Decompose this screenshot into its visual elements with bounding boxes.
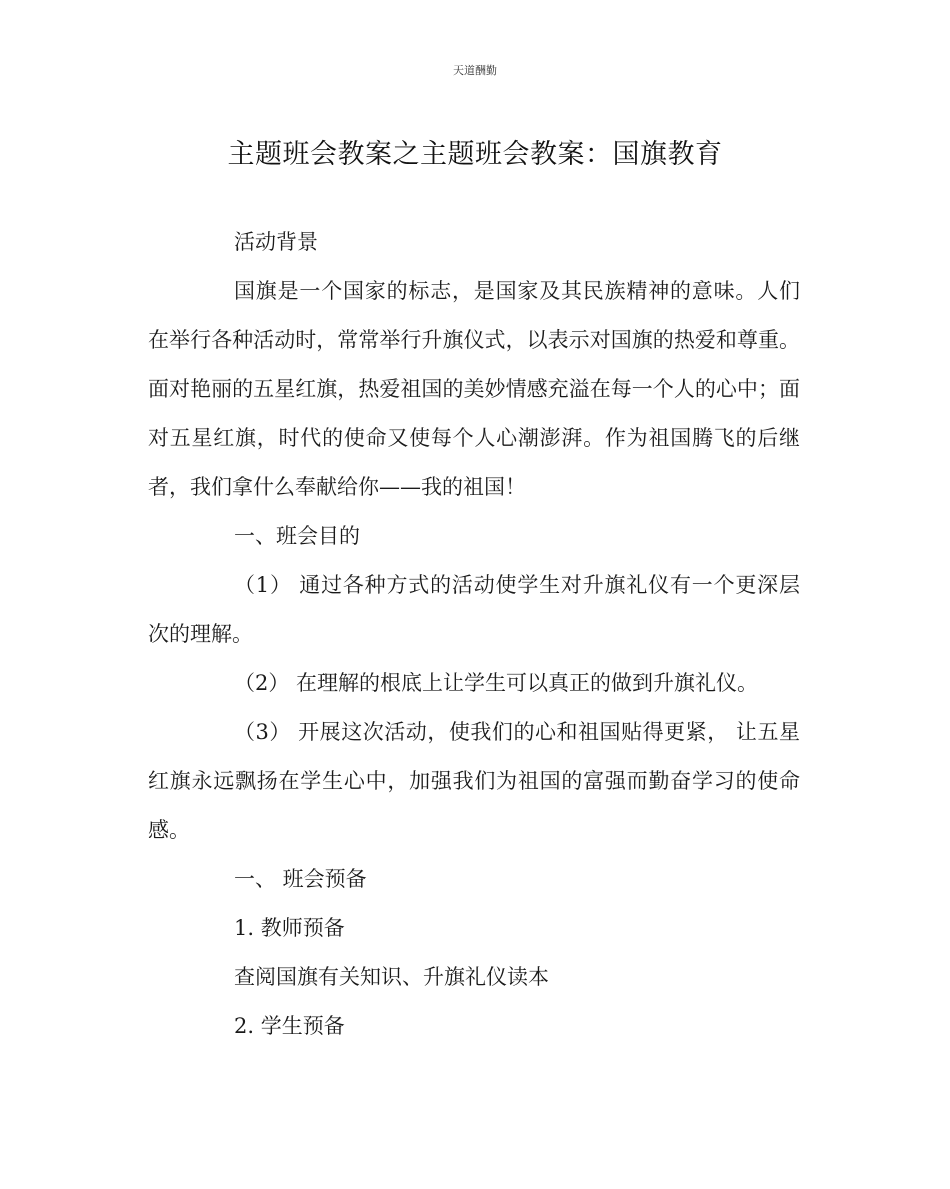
- paragraph-background: 国旗是一个国家的标志，是国家及其民族精神的意味。人们在举行各种活动时，常常举行升旗仪式，以表示对国旗的热爱和尊重。面对艳丽的五星红旗，热爱祖国的美妙情感充溢在每一个人的心中；面对五星红旗，时代的使命又使每个人心潮澎湃。作为祖国腾飞的后继者，我们拿什么奉献给你——我的祖国！: [148, 279, 800, 499]
- document-title: 主题班会教案之主题班会教案：国旗教育: [227, 139, 723, 170]
- document-body: [148, 218, 800, 1051]
- prep-teacher-detail: 查阅国旗有关知识、升旗礼仪读本: [234, 965, 549, 989]
- goal-item-2: （2） 在理解的根底上让学生可以真正的做到升旗礼仪。: [234, 671, 759, 695]
- goal-item-1: （1） 通过各种方式的活动使学生对升旗礼仪有一个更深层次的理解。: [148, 573, 800, 646]
- prep-item-teacher: 1. 教师预备: [234, 916, 345, 940]
- page-header: 天道酬勤: [453, 64, 497, 77]
- section-heading-goals: 一、班会目的: [234, 524, 360, 548]
- section-heading-background: 活动背景: [234, 230, 318, 254]
- section-heading-preparation: 一、 班会预备: [234, 867, 367, 891]
- prep-item-student: 2. 学生预备: [234, 1014, 345, 1038]
- goal-item-3: （3） 开展这次活动，使我们的心和祖国贴得更紧， 让五星红旗永远飘扬在学生心中，加强我们为祖国的富强而勤奋学习的使命感。: [148, 720, 800, 842]
